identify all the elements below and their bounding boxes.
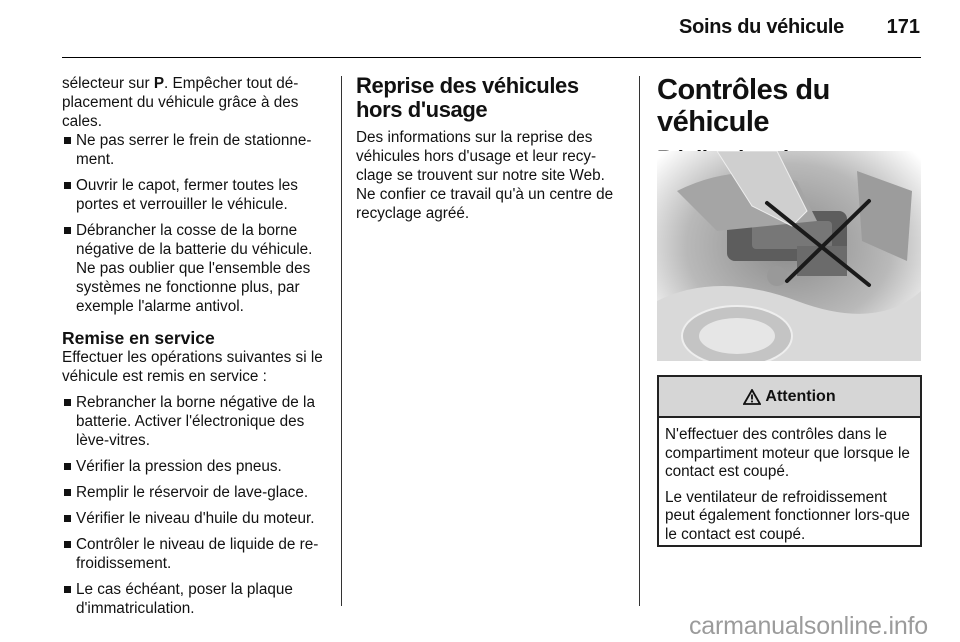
list-item: Remplir le réservoir de lave-glace.	[62, 483, 327, 502]
column-left	[62, 74, 327, 625]
list-item: Rebrancher la borne négative de la batterie. Activer l'électronique des lève-vitres.	[62, 393, 327, 450]
column-divider-1	[341, 76, 342, 606]
warning-box	[657, 375, 922, 547]
warning-title: Attention	[765, 387, 836, 405]
bullet-square-icon	[64, 227, 71, 234]
column-divider-2	[639, 76, 640, 606]
bullet-square-icon	[64, 586, 71, 593]
section-body: Des informations sur la reprise des véhicules hors d'usage et leur recy-clage se trouvent sur notre site Web. Ne confier ce travail qu'à un centre de recyclage agréé.	[356, 129, 614, 222]
bullet-square-icon	[64, 463, 71, 470]
bullet-square-icon	[64, 489, 71, 496]
continued-paragraph: sélecteur sur P. Empêcher tout dé-placement du véhicule grâce à des cales.	[62, 75, 299, 130]
warning-body	[659, 418, 920, 544]
section-intro: Effectuer les opérations suivantes si le véhicule est remis en service :	[62, 349, 323, 385]
storage-steps-list	[62, 131, 327, 316]
list-item: Débrancher la cosse de la borne négative de la batterie du véhicule. Ne pas oublier que l'ensemble des systèmes ne fonctionne plus, par exemple l'alarme antivol.	[62, 221, 327, 316]
list-item: Vérifier le niveau d'huile du moteur.	[62, 509, 327, 528]
warning-paragraph: Le ventilateur de refroidissement peut également fonctionner lors-que le contact est coupé.	[665, 488, 910, 543]
bullet-square-icon	[64, 137, 71, 144]
bullet-square-icon	[64, 515, 71, 522]
warning-paragraph: N'effectuer des contrôles dans le compartiment moteur que lorsque le contact est coupé.	[665, 426, 910, 480]
header-title: Soins du véhicule	[679, 16, 844, 38]
list-item: Le cas échéant, poser la plaque d'immatriculation.	[62, 580, 327, 618]
list-item: Ouvrir le capot, fermer toutes les portes et verrouiller le véhicule.	[62, 176, 327, 214]
header-rule	[62, 57, 921, 58]
engine-compartment-image	[657, 151, 921, 361]
recommission-steps-list	[62, 393, 327, 618]
warning-triangle-icon	[743, 389, 761, 405]
warning-header	[659, 377, 920, 418]
list-item: Contrôler le niveau de liquide de re-froidissement.	[62, 535, 327, 573]
chapter-heading: Contrôles du véhicule	[657, 74, 830, 138]
list-item: Ne pas serrer le frein de stationne-ment.	[62, 131, 327, 169]
bullet-square-icon	[64, 541, 71, 548]
section-title: Remise en service	[62, 328, 215, 348]
list-item: Vérifier la pression des pneus.	[62, 457, 327, 476]
section-heading: Reprise des véhicules hors d'usage	[356, 73, 579, 122]
bullet-square-icon	[64, 399, 71, 406]
watermark: carmanualsonline.info	[688, 612, 928, 640]
column-middle	[356, 74, 628, 223]
page-number: 171	[886, 16, 920, 38]
bullet-square-icon	[64, 182, 71, 189]
